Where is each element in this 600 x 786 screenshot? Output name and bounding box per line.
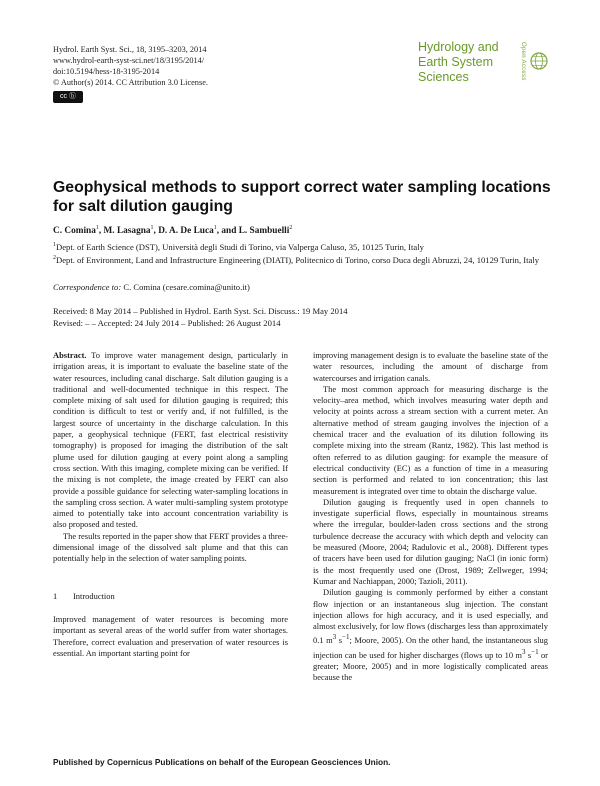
author-affiliation-mark: 2 (289, 225, 293, 231)
affiliation-text: Dept. of Earth Science (DST), Università degli Studi di Torino, via Valperga Caluso, 35, 10125 Turin, Italy (56, 241, 424, 252)
text-run: or greater; Moore, 2005) and in more logistically complicated areas because the (313, 649, 548, 682)
journal-name (418, 40, 499, 85)
body-paragraph: improving management design is to evaluate the baseline state of the water resources, including the amount of discharge from watercourses and irrigation canals. (313, 350, 548, 383)
correspondence-text: C. Comina (cesare.comina@unito.it) (123, 282, 250, 292)
abstract-paragraph-2: The results reported in the paper show that FERT provides a three-dimensional image of the dissolved salt plume and that this can potentially help in the selection of water sampling points. (53, 530, 288, 564)
text-run: Dilution gauging is commonly performed by either a constant flow injection or an instantaneous slug injection. The constant injection allows for high accuracy, and it is used especially, and almost exclusively, for low flows (discharges less than approximately 0.1 m (313, 587, 548, 646)
journal-citation-block (53, 44, 208, 103)
affiliations (53, 240, 553, 267)
journal-url[interactable]: www.hydrol-earth-syst-sci.net/18/3195/2014/ (53, 56, 205, 65)
left-column (53, 350, 288, 659)
journal-name-line2: Earth System (418, 55, 494, 69)
author-name: D. A. De Luca (158, 226, 214, 237)
affiliation-number: 2 (53, 255, 56, 262)
journal-logo (418, 40, 548, 96)
author-affiliation-mark: 1 (213, 225, 217, 231)
correspondence (53, 282, 250, 292)
superscript: −1 (342, 633, 350, 642)
affiliation-number: 1 (53, 242, 56, 248)
text-run: ; Moore, 2005). On the other hand, the instantaneous slug injection can be used for higher discharges (flows up to 10 m (313, 635, 548, 660)
affiliation-text: Dept. of Environment, Land and Infrastructure Engineering (DIATI), Politecnico di Torino, corso Duca degli Abruzzi, 24, 10129 Turin, Italy (56, 255, 540, 266)
citation-line: Hydrol. Earth Syst. Sci., 18, 3195–3203, 2014 (53, 45, 207, 54)
author-name: M. Lasagna (103, 226, 151, 237)
body-paragraph: Dilution gauging is frequently used in open channels to investigate superficial flows, especially in mountainous streams where the irregular, boulder-laden cross sections and the strong turbulence decrease the accuracy with which depth and velocity can be measured (Moore, 2004; Radulovic et al., 2008). Different types of tracers have been used for dilution gauging; NaCl (in ionic form) is the most frequently used one (Drost, 1989; Zellweger, 1994; Kumar and Nachiappan, 2000; Tazioli, 2011). (313, 496, 548, 586)
body-paragraph: The most common approach for measuring discharge is the velocity–area method, which involves measuring water depth and velocity at points across a stream section with a current meter. An alternative method of stream gauging involves the injection of a chemical tracer and the evaluation of its dilution following its complete mixing into the stream (Rantz, 1982). This last method is often referred to as dilution gauging: for example the measure of electrical conductivity (EC) as a function of time in a measuring section is performed and related to ion concentration; this last measurement is integrated over time to obtain the discharge value. (313, 383, 548, 496)
received-line: Received: 8 May 2014 – Published in Hydrol. Earth Syst. Sci. Discuss.: 19 May 2014 (53, 306, 348, 316)
affiliation-item (53, 240, 553, 253)
revised-line: Revised: – – Accepted: 24 July 2014 – Published: 26 August 2014 (53, 317, 281, 328)
section-number: 1 (53, 590, 58, 601)
publication-dates (53, 306, 348, 329)
section-heading-introduction (53, 591, 288, 602)
cc-license-icon: cc ⓑ (53, 91, 83, 103)
globe-icon (530, 46, 548, 76)
publisher-footer: Published by Copernicus Publications on behalf of the European Geosciences Union. (53, 757, 391, 767)
abstract-text: To improve water management design, particularly in irrigation areas, it is important to evaluate the baseline state of the water resources, including canal discharge. Salt dilution gauging is a traditional and well-documented technique in this respect. The complete mixing of salt used for dilution gauging is required; this condition is difficult to test or verify and, if not fulfilled, is the largest source of uncertainty in the discharge calculation. In this paper, a geophysical technique (FERT, fast electrical resistivity tomography) is proposed for imaging the distribution of the salt plume used for dilution gauging at every point along a sampling cross section. With this imaging, complete mixing can be verified. If the mixing is not complete, the image created by FERT can also provide a possible guidance for selecting water-sampling locations in the sampling cross section. A water multi-sampling system prototype aimed to potentially take into account concentration variability is also proposed and tested. (53, 350, 288, 530)
affiliation-item (53, 253, 553, 266)
author-name: C. Comina (53, 226, 96, 237)
paper-title: Geophysical methods to support correct water sampling locations for salt dilution gauging (53, 179, 551, 215)
copyright-line: © Author(s) 2014. CC Attribution 3.0 License. (53, 78, 208, 87)
author-affiliation-mark: 1 (150, 225, 154, 231)
superscript: −1 (531, 647, 539, 656)
superscript: 3 (332, 633, 337, 642)
section-title: Introduction (73, 590, 115, 601)
right-column (313, 350, 548, 683)
author-list: C. Comina$^1$, M. Lasagna$^1$, D. A. De Luca$^1$, and L. Sambuelli$^2$ (53, 225, 293, 237)
correspondence-label: Correspondence to: (53, 282, 122, 292)
doi-line[interactable]: doi:10.5194/hess-18-3195-2014 (53, 67, 160, 76)
journal-name-line3: Sciences (418, 70, 469, 84)
abstract-paragraph (53, 350, 288, 531)
text-run: s (525, 649, 532, 660)
open-access-label: Open Access (520, 42, 526, 81)
body-paragraph (313, 587, 548, 683)
journal-name-line1: Hydrology and (418, 40, 499, 54)
author-affiliation-mark: 1 (95, 225, 99, 231)
superscript: 3 (521, 647, 526, 656)
author-name: L. Sambuelli (238, 226, 290, 237)
text-run: s (336, 635, 343, 646)
abstract-label: Abstract. (53, 350, 87, 360)
intro-paragraph: Improved management of water resources is becoming more important as several areas of the world suffer from water shortages. Therefore, correct evaluation and preservation of water resources is essential. An important starting point for (53, 613, 288, 658)
